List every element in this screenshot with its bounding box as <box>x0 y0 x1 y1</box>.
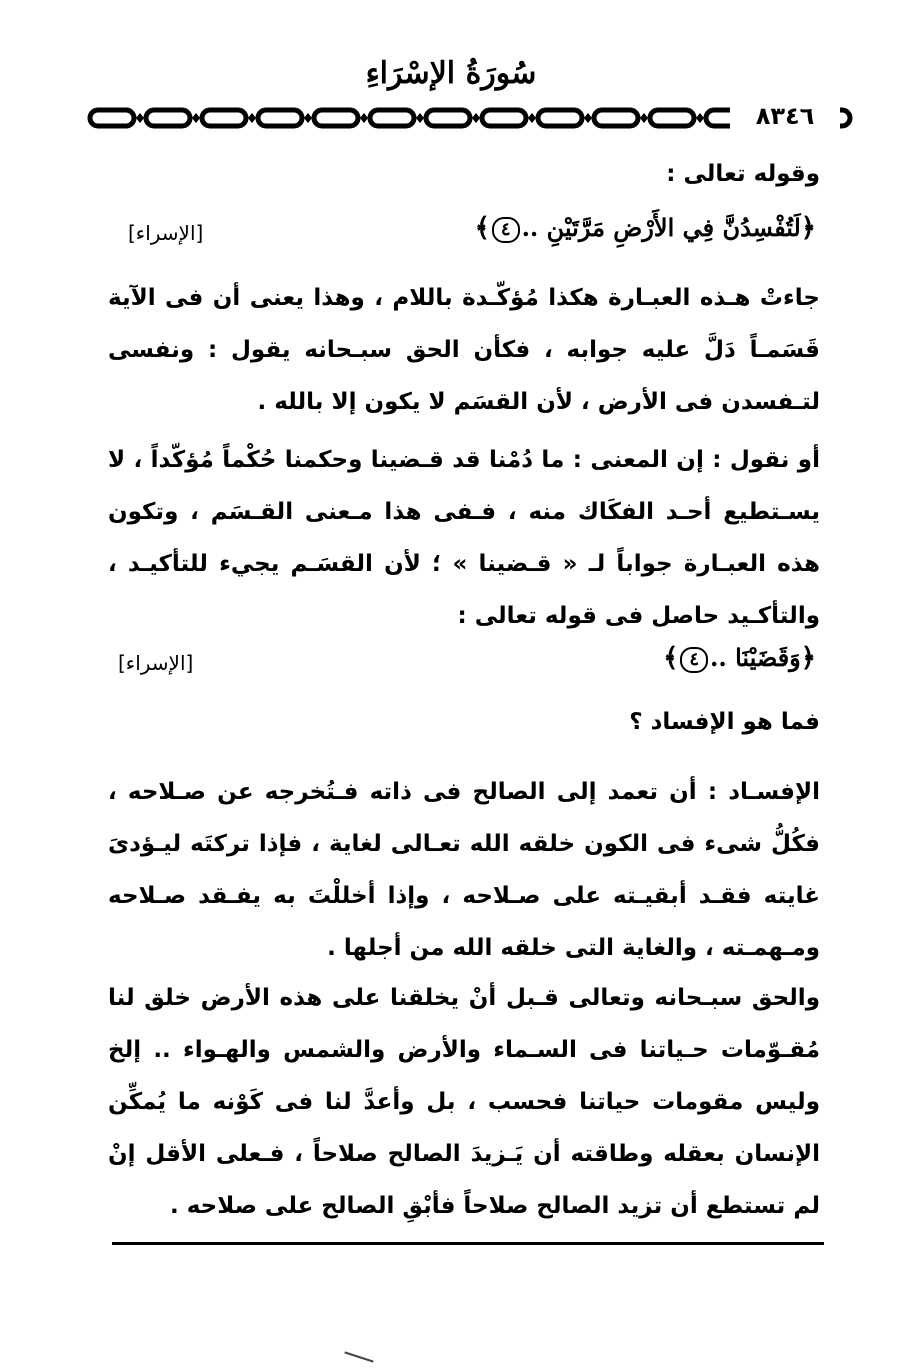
quran-verse-1 <box>475 206 816 250</box>
question-line: فما هو الإفساد ؟ <box>629 709 820 735</box>
paragraph: أو نقول : إن المعنى : ما دُمْنا قد قـضينا وحكمنا حُكْماً مُؤكّداً ، لا يسـتطيع أحـد الفكَاك منه ، فـفى هذا مـعنى القـسَم ، وتكون هذه العبـارة جواباً لـ « قـضينا » ؛ لأن القسَـم يجيء للتأكيـد ، والتأكـيد حاصل فى قوله تعالى : <box>108 447 820 629</box>
intro-line: وقوله تعالى : <box>666 161 820 187</box>
verse-close-bracket: ﴾ <box>474 213 490 243</box>
verse-open-bracket: ﴿ <box>800 213 816 243</box>
paragraph: الإفسـاد : أن تعمد إلى الصالح فى ذاته فـتُخرجه عن صـلاحه ، فكُلُّ شىء فى الكون خلقه الله تعـالى لغاية ، فإذا تركتَه ليـؤدىَ غايته فقـد أبقيـته على صـلاحه ، وإذا أخللْتَ به يفـقد صـلاحه ومـهمـته ، والغاية التى خلقه الله من أجلها . <box>108 779 820 961</box>
page-number: ٨٣٤٦ <box>730 99 840 133</box>
quran-verse-2 <box>663 636 816 680</box>
verse-text: وَقَضَيْنَا .. <box>710 643 801 672</box>
paragraph: والحق سبـحانه وتعالى قـبل أنْ يخلقنا على هذه الأرض خلق لنا مُقـوّمات حـياتنا فى السـماء والأرض والشمس والهـواء .. إلخ وليس مقومات حياتنا فحسب ، بل وأعدَّ لنا فى كَوْنه ما يُمكِّن الإنسان بعقله وطاقته أن يَـزيدَ الصالح صلاحاً ، فـعلى الأقل إنْ لم تستطع أن تزيد الصالح صلاحاً فأبْقِ الصالح على صلاحه . <box>108 985 820 1219</box>
verse-reference: [الإسراء] <box>128 221 204 245</box>
surah-title: سُورَةُ الإسْرَاءِ <box>365 56 537 91</box>
paragraph: جاءتْ هـذه العبـارة هكذا مُؤكّـدة باللام ، وهذا يعنى أن فى الآية قَسَمـاً دَلَّ عليه جوابه ، فكأن الحق سبـحانه يقول : ونفسى لتـفسدن فى الأرض ، لأن القسَم لا يكون إلا بالله . <box>108 285 820 415</box>
header-ornament-border <box>86 104 856 132</box>
verse-reference: [الإسراء] <box>118 651 194 675</box>
verse-close-bracket: ﴾ <box>663 643 679 673</box>
ayah-number-badge: ٤ <box>492 217 520 243</box>
verse-open-bracket: ﴿ <box>800 643 816 673</box>
scan-mark <box>344 1351 373 1362</box>
ayah-number-badge: ٤ <box>680 647 708 673</box>
footer-rule <box>112 1242 824 1245</box>
verse-text: لَتُفْسِدُنَّ فِي الأَرْضِ مَرَّتَيْنِ .. <box>521 213 801 242</box>
